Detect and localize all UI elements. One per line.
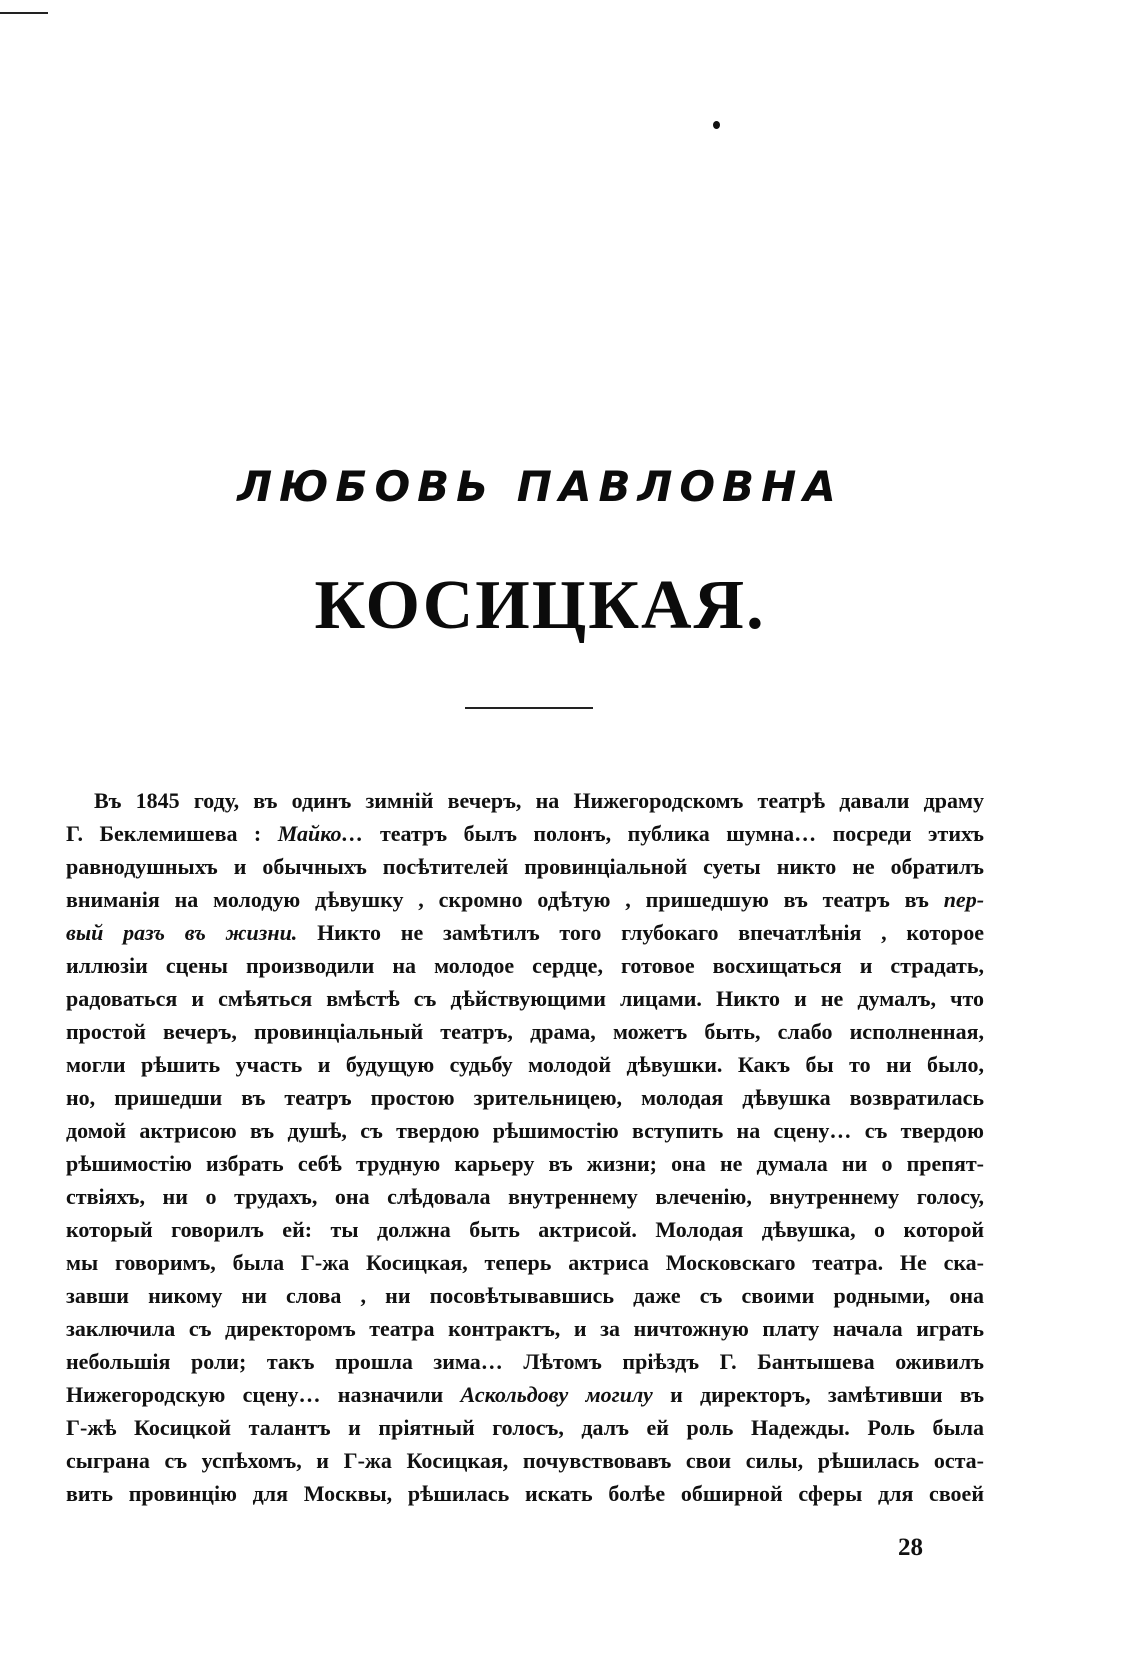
text-line: но, пришедши въ театръ простою зрительницею, молодая дѣвушка возвратилась: [66, 1085, 984, 1110]
text-line: простой вечеръ, провинціальный театръ, драма, можетъ быть, слабо исполненная,: [66, 1019, 984, 1044]
title-first-line: ЛЮБОВЬ ПАВЛОВНА: [237, 462, 843, 511]
title-divider: [465, 707, 593, 709]
text-line: могли рѣшить участь и будущую судьбу молодой дѣвушки. Какъ бы то ни было,: [66, 1052, 984, 1077]
top-rule: [0, 12, 48, 14]
text-line: небольшія роли; такъ прошла зима… Лѣтомъ пріѣздъ Г. Бантышева оживилъ: [66, 1349, 984, 1374]
text-line: мы говоримъ, была Г-жа Косицкая, теперь актриса Московскаго театра. Не ска-: [66, 1250, 984, 1275]
text-line: равнодушныхъ и обычныхъ посѣтителей провинціальной суеты никто не обратилъ: [66, 854, 984, 879]
text-line: вить провинцію для Москвы, рѣшилась искать болѣе обширной сферы для своей: [66, 1481, 984, 1506]
text-line: завши никому ни слова , ни посовѣтывавшись даже съ своими родными, она: [66, 1283, 984, 1308]
text-line: сыграна съ успѣхомъ, и Г-жа Косицкая, почувствовавъ свои силы, рѣшилась оста-: [66, 1448, 984, 1473]
text-line: Г. Беклемишева : Майко… театръ былъ полонъ, публика шумна… посреди этихъ: [66, 821, 985, 846]
page-number: 28: [898, 1534, 923, 1561]
body-text: [66, 784, 984, 1510]
text-line: Г-жѣ Косицкой талантъ и пріятный голосъ, далъ ей роль Надежды. Роль была: [66, 1415, 984, 1440]
text-line: заключила съ директоромъ театра контрактъ, и за ничтожную плату начала играть: [66, 1316, 984, 1341]
text-line: иллюзіи сцены производили на молодое сердце, готовое восхищаться и страдать,: [66, 953, 984, 978]
title-second-line: КОСИЦКАЯ.: [314, 567, 766, 644]
text-line: ствіяхъ, ни о трудахъ, она слѣдовала внутреннему влеченію, внутреннему голосу,: [66, 1184, 984, 1209]
text-line: Въ 1845 году, въ одинъ зимній вечеръ, на Нижегородскомъ театрѣ давали драму: [94, 788, 984, 813]
text-line: домой актрисою въ душѣ, съ твердою рѣшимостію вступить на сцену… съ твердою: [66, 1118, 984, 1143]
text-line: вниманія на молодую дѣвушку , скромно одѣтую , пришедшую въ театръ въ пер-: [66, 887, 985, 912]
text-line: рѣшимостію избрать себѣ трудную карьеру въ жизни; она не думала ни о препят-: [66, 1151, 984, 1176]
ink-dot: [713, 121, 720, 129]
text-line: вый разъ въ жизни. Никто не замѣтилъ того глубокаго впечатлѣнія , которое: [66, 920, 985, 945]
text-line: Нижегородскую сцену… назначили Аскольдову могилу и директоръ, замѣтивши въ: [66, 1382, 985, 1407]
text-line: который говорилъ ей: ты должна быть актрисой. Молодая дѣвушка, о которой: [66, 1217, 984, 1242]
text-line: радоваться и смѣяться вмѣстѣ съ дѣйствующими лицами. Никто и не думалъ, что: [66, 986, 984, 1011]
